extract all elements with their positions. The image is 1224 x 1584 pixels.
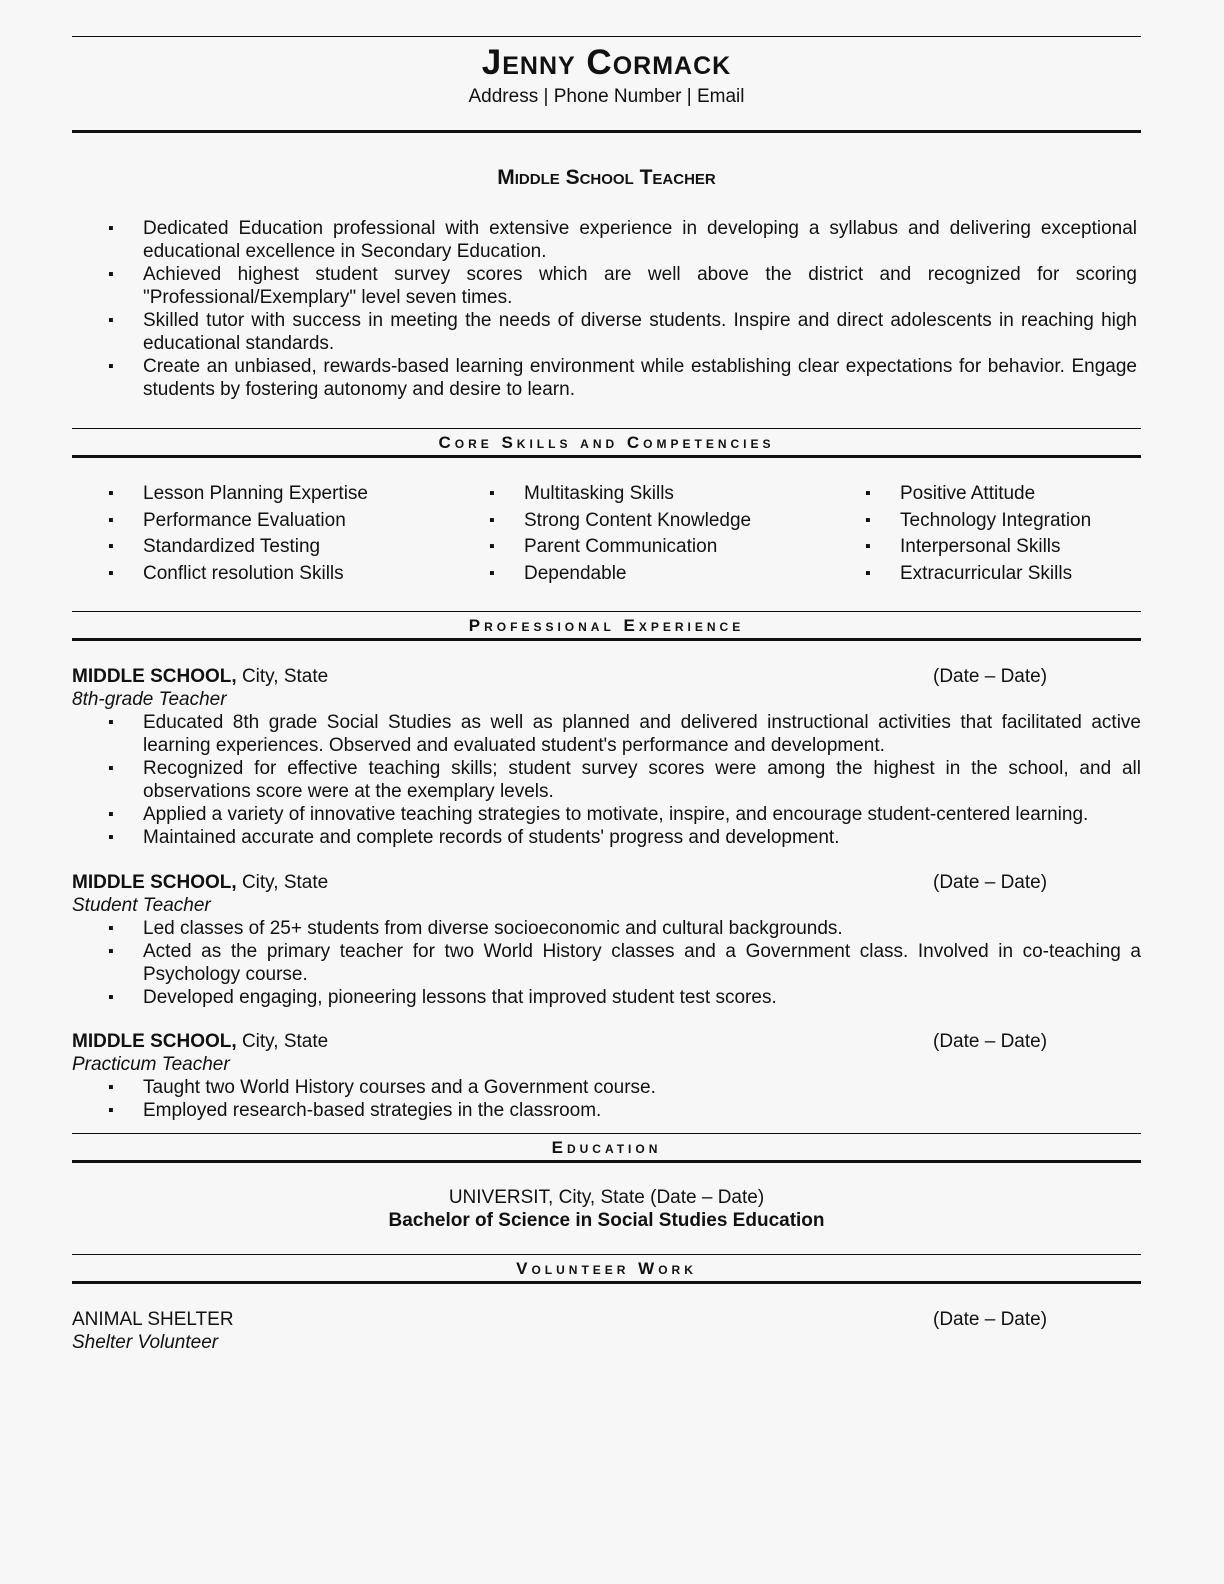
job-bullet: ▪ Maintained accurate and complete records of students' progress and development. xyxy=(108,826,1141,849)
objective-title: Middle School Teacher xyxy=(497,166,716,189)
employer-location: City, State xyxy=(236,666,329,687)
skill-item: ▪ Technology Integration xyxy=(865,508,1091,535)
job-dates: (Date – Date) xyxy=(933,1031,1048,1052)
skill-item: ▪ Multitasking Skills xyxy=(489,481,865,508)
summary-item: ▪ Achieved highest student survey scores which are well above the district and recognized for scoring "Professional/Exemplary" level seven times. xyxy=(108,263,1137,309)
skill-item: ▪ Performance Evaluation xyxy=(108,508,489,535)
job-title: 8th-grade Teacher xyxy=(72,689,227,710)
skills-section-title: Core Skills and Competencies xyxy=(438,433,775,452)
job-bullet: ▪ Applied a variety of innovative teaching strategies to motivate, inspire, and encourage student-centered learning. xyxy=(108,803,1141,826)
volunteer-dates: (Date – Date) xyxy=(933,1309,1048,1330)
employer-name: MIDDLE SCHOOL, xyxy=(72,666,237,687)
summary-item: ▪ Create an unbiased, rewards-based learning environment while establishing clear expectations for behavior. Engage students by fostering autonomy and desire to learn. xyxy=(108,355,1137,401)
skill-item: ▪ Strong Content Knowledge xyxy=(489,508,865,535)
job-header xyxy=(72,1030,1141,1053)
skills-column-1 xyxy=(108,481,489,588)
job-entry xyxy=(72,871,1141,1009)
job-bullet: ▪ Led classes of 25+ students from diverse socioeconomic and cultural backgrounds. xyxy=(108,917,1141,940)
job-bullet: ▪ Taught two World History courses and a Government course. xyxy=(108,1076,1141,1099)
skill-item: ▪ Dependable xyxy=(489,561,865,588)
employer-location: City, State xyxy=(236,872,329,893)
volunteer-rule-top xyxy=(72,1254,1141,1255)
job-entry xyxy=(72,665,1141,849)
organization-name: ANIMAL SHELTER xyxy=(72,1309,234,1330)
skills-grid xyxy=(108,481,1141,588)
education-section-title: Education xyxy=(551,1138,662,1157)
job-header xyxy=(72,665,1141,688)
job-bullet: ▪ Acted as the primary teacher for two World History classes and a Government class. Involved in co-teaching a Psychology course. xyxy=(108,940,1141,986)
skills-rule-bottom xyxy=(72,455,1141,458)
skills-column-2 xyxy=(489,481,865,588)
degree-line: Bachelor of Science in Social Studies Education xyxy=(388,1210,825,1231)
volunteer-role: Shelter Volunteer xyxy=(72,1332,219,1353)
volunteer-rule-bottom xyxy=(72,1281,1141,1284)
skills-rule-top xyxy=(72,428,1141,429)
volunteer-entry xyxy=(72,1308,1141,1354)
education-entry xyxy=(72,1186,1141,1232)
job-bullets xyxy=(108,711,1141,849)
skill-item: ▪ Standardized Testing xyxy=(108,534,489,561)
education-rule-top xyxy=(72,1133,1141,1134)
skill-item: ▪ Conflict resolution Skills xyxy=(108,561,489,588)
skill-item: ▪ Interpersonal Skills xyxy=(865,534,1091,561)
experience-rule-top xyxy=(72,611,1141,612)
job-bullet: ▪ Educated 8th grade Social Studies as well as planned and delivered instructional activities that facilitated active learning experiences. Observed and evaluated student's performance and development. xyxy=(108,711,1141,757)
top-rule xyxy=(72,36,1141,37)
summary-list xyxy=(108,217,1137,401)
contact-line: Address | Phone Number | Email xyxy=(468,86,745,107)
job-dates: (Date – Date) xyxy=(933,872,1048,893)
job-title: Student Teacher xyxy=(72,895,211,916)
skill-item: ▪ Lesson Planning Expertise xyxy=(108,481,489,508)
education-rule-bottom xyxy=(72,1160,1141,1163)
summary-item: ▪ Dedicated Education professional with extensive experience in developing a syllabus and delivering exceptional educational excellence in Secondary Education. xyxy=(108,217,1137,263)
employer-name: MIDDLE SCHOOL, xyxy=(72,1031,237,1052)
skills-column-3 xyxy=(865,481,1091,588)
skill-item: ▪ Parent Communication xyxy=(489,534,865,561)
school-line: UNIVERSIT, City, State (Date – Date) xyxy=(448,1187,765,1208)
volunteer-section-title: Volunteer Work xyxy=(516,1259,697,1278)
job-title: Practicum Teacher xyxy=(72,1054,230,1075)
job-bullets xyxy=(108,917,1141,1009)
header-divider xyxy=(72,130,1141,133)
job-entry xyxy=(72,1030,1141,1122)
employer-location: City, State xyxy=(236,1031,329,1052)
summary-item: ▪ Skilled tutor with success in meeting the needs of diverse students. Inspire and direct adolescents in reaching high educational standards. xyxy=(108,309,1137,355)
job-header xyxy=(72,871,1141,894)
experience-rule-bottom xyxy=(72,638,1141,641)
experience-section-title: Professional Experience xyxy=(468,616,745,635)
skill-item: ▪ Positive Attitude xyxy=(865,481,1091,508)
skill-item: ▪ Extracurricular Skills xyxy=(865,561,1091,588)
job-bullet: ▪ Developed engaging, pioneering lessons that improved student test scores. xyxy=(108,986,1141,1009)
job-bullet: ▪ Employed research-based strategies in the classroom. xyxy=(108,1099,1141,1122)
volunteer-header xyxy=(72,1308,1141,1331)
job-bullet: ▪ Recognized for effective teaching skills; student survey scores were among the highest in the school, and all observations score were at the exemplary levels. xyxy=(108,757,1141,803)
employer-name: MIDDLE SCHOOL, xyxy=(72,872,237,893)
job-bullets xyxy=(108,1076,1141,1122)
job-dates: (Date – Date) xyxy=(933,666,1048,687)
candidate-name: Jenny Cormack xyxy=(481,43,732,82)
